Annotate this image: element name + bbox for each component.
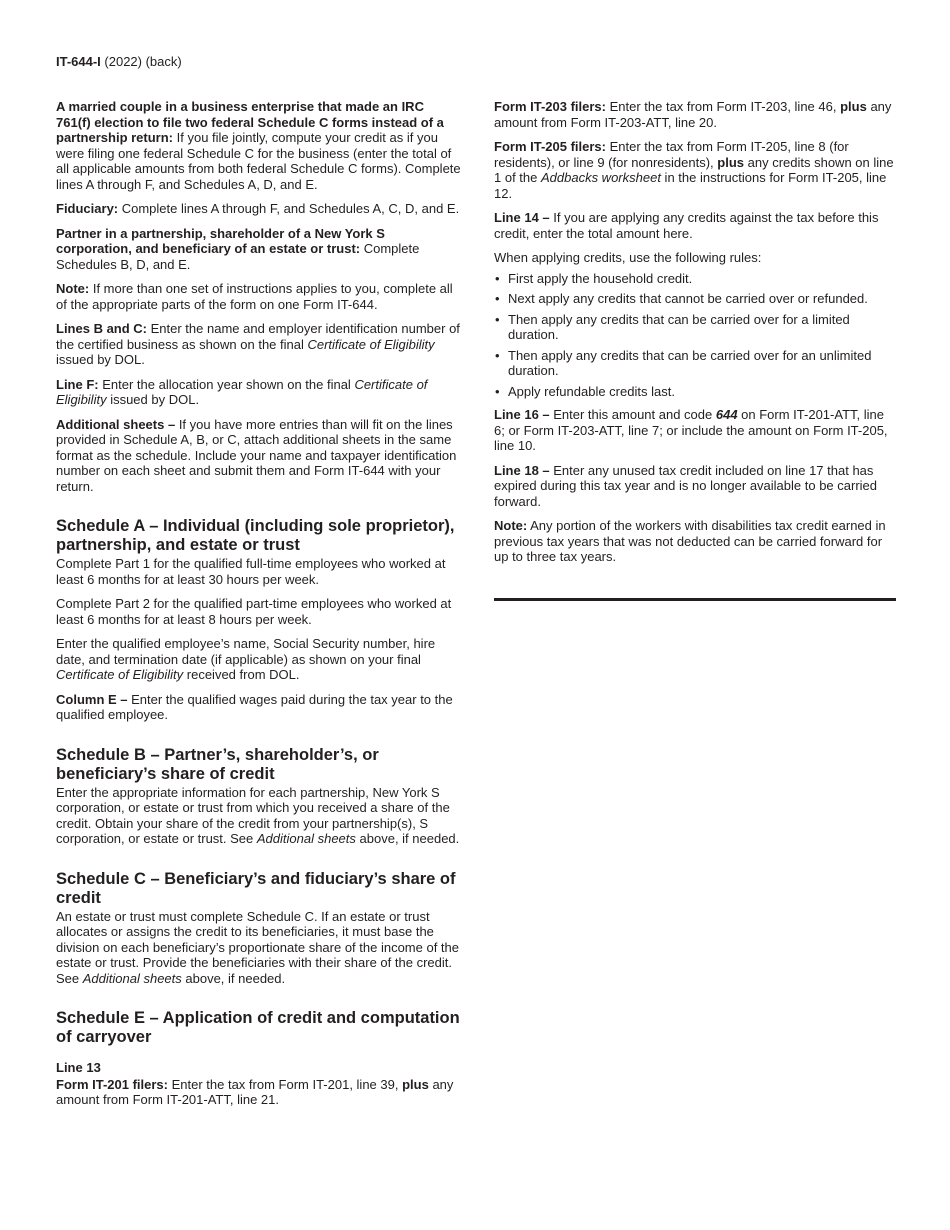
carryforward-note-paragraph [494, 518, 896, 565]
list-item: • Apply refundable credits last. [494, 384, 896, 400]
paragraph-text: Enter the allocation year shown on the final [98, 376, 355, 392]
paragraph-text: An estate or trust must complete Schedule C. If an estate or trust allocates or assigns the credit to its beneficiaries, it must base the division on each beneficiary’s proportionate share of the income of the estate or trust. Provide the beneficiaries with their share of the credit. See [56, 908, 460, 986]
paragraph-text: If you are applying any credits against the tax before this credit, enter the total amount here. [494, 210, 879, 241]
bold-term: plus [402, 1076, 429, 1092]
fiduciary-paragraph [56, 201, 461, 217]
run-in-heading: A married couple in a business enterprise that made an IRC 761(f) election to file two federal Schedule C forms instead of a partnership return: [56, 99, 444, 145]
end-of-instructions-rule [494, 598, 896, 601]
schedule-a-employee-text [56, 636, 461, 683]
italic-term: Additional sheets [256, 831, 356, 846]
note-paragraph [56, 281, 461, 312]
schedule-e-heading: Schedule E – Application of credit and computation of carryover [56, 1009, 460, 1046]
list-item: • Then apply any credits that can be carried over for an unlimited duration. [494, 348, 896, 379]
paragraph-text: If you have more entries than will fit on the lines provided in Schedule A, B, or C, attach additional sheets in the same format as the schedule. Include your name and taxpayer identification number on each sheet and submit them and Form IT-644 with your return. [56, 416, 457, 494]
italic-term: Certificate of Eligibility [307, 336, 435, 352]
run-in-heading: Line F: [56, 376, 99, 392]
paragraph-text: If more than one set of instructions applies to you, complete all of the appropriate parts of the form on one Form IT-644. [56, 281, 453, 312]
paragraph-text: Enter the tax from Form IT-201, line 39, [167, 1076, 403, 1092]
paragraph-text: issued by DOL. [56, 352, 145, 367]
paragraph-text: If you file jointly, compute your credit as if you were filing one federal Schedule C for the business (enter the total of all applicable amounts from both federal Schedule C forms). Complete lines A through F, and Schedules A, D, and E. [56, 130, 461, 192]
bold-term: plus [717, 154, 745, 170]
paragraph-text: above, if needed. [181, 970, 286, 986]
list-item: • First apply the household credit. [494, 271, 896, 287]
paragraph-text: Enter the name and employer identification number of the certified business as shown on the final [56, 321, 460, 352]
line-13-label: Line 13 [56, 1060, 101, 1075]
run-in-heading: Fiduciary: [56, 201, 119, 216]
run-in-heading: Note: [494, 518, 528, 533]
page-header [56, 54, 182, 69]
it203-filers-paragraph [494, 99, 896, 130]
run-in-heading: Additional sheets – [56, 416, 176, 432]
paragraph-text: received from DOL. [183, 667, 300, 682]
it201-filers-paragraph [56, 1077, 461, 1108]
line-18-paragraph [494, 463, 896, 510]
run-in-heading: Partner in a partnership, shareholder of a New York S corporation, and beneficiary of an estate or trust: [56, 225, 385, 256]
schedule-c-text [56, 909, 461, 987]
italic-term: Certificate of Eligibility [56, 667, 184, 682]
italic-term: Certificate of Eligibility [56, 376, 428, 407]
paragraph-text: Complete lines A through F, and Schedules A, C, D, and E. [118, 201, 460, 216]
column-e-paragraph [56, 692, 461, 723]
paragraph-text: Enter the appropriate information for each partnership, New York S corporation, or estate or trust from which you received a share of the credit. Obtain your share of the credit from your partnership(s), S corporation, or estate or trust. See [56, 784, 450, 846]
paragraph-text: Complete Schedules B, D, and E. [56, 241, 420, 272]
form-id: IT-644-I [56, 54, 101, 69]
paragraph-text: any amount from Form IT-201-ATT, line 21. [56, 1076, 454, 1107]
left-column [56, 99, 461, 1117]
right-column [494, 99, 896, 601]
schedule-a-part1-text: Complete Part 1 for the qualified full-time employees who worked at least 6 months for at least 30 hours per week. [56, 556, 446, 587]
paragraph-text: Any portion of the workers with disabilities tax credit earned in previous tax years that was not deducted can be carried forward for up to three tax years. [494, 518, 886, 564]
run-in-heading: Line 16 – [494, 407, 550, 422]
paragraph-text: Enter this amount and code [549, 407, 716, 422]
paragraph-text: Enter the tax from Form IT-205, line 8 (for residents), or line 9 (for nonresidents), [494, 139, 849, 170]
paragraph-text: on Form IT-201-ATT, line 6; or Form IT-203-ATT, line 7; or include the amount on Form IT-205, line 10. [494, 407, 888, 453]
run-in-heading: Form IT-205 filers: [494, 139, 606, 154]
run-in-heading: Line 18 – [494, 462, 550, 478]
italic-term: Additional sheets [82, 970, 182, 986]
partner-paragraph [56, 226, 461, 273]
additional-sheets-paragraph [56, 417, 461, 495]
schedule-a-heading: Schedule A – Individual (including sole proprietor), partnership, and estate or trust [56, 517, 455, 554]
paragraph-text: Enter the tax from Form IT-203, line 46, [605, 99, 841, 114]
it205-filers-paragraph [494, 139, 896, 201]
schedule-b-text [56, 785, 461, 847]
paragraph-text: any amount from Form IT-203-ATT, line 20. [494, 99, 892, 130]
lines-b-c-paragraph [56, 321, 461, 368]
paragraph-text: in the instructions for Form IT-205, line 12. [494, 170, 887, 201]
list-item: • Next apply any credits that cannot be carried over or refunded. [494, 291, 896, 307]
paragraph-text: Enter the qualified employee’s name, Social Security number, hire date, and termination date (if applicable) as shown on your final [56, 636, 436, 667]
form-year-label: (2022) (back) [100, 54, 182, 69]
credit-code: 644 [715, 407, 738, 422]
married-couple-paragraph [56, 99, 461, 192]
run-in-heading: Line 14 – [494, 210, 550, 225]
paragraph-text: above, if needed. [355, 831, 460, 846]
paragraph-text: any credits shown on line 1 of the [494, 154, 894, 185]
rules-intro: When applying credits, use the following rules: [494, 250, 762, 265]
line-14-paragraph [494, 210, 896, 241]
line-f-paragraph [56, 377, 461, 408]
line-16-paragraph [494, 407, 896, 454]
run-in-heading: Note: [56, 281, 90, 296]
list-item: • Then apply any credits that can be carried over for a limited duration. [494, 312, 896, 343]
credit-rules-list [494, 271, 896, 400]
run-in-heading: Column E – [56, 691, 128, 707]
schedule-b-heading: Schedule B – Partner’s, shareholder’s, or beneficiary’s share of credit [56, 745, 379, 783]
bold-term: plus [840, 99, 867, 114]
italic-term: Addbacks worksheet [540, 170, 661, 185]
schedule-c-heading: Schedule C – Beneficiary’s and fiduciary’s share of credit [56, 869, 456, 907]
schedule-a-part2-text: Complete Part 2 for the qualified part-time employees who worked at least 6 months for at least 8 hours per week. [56, 596, 452, 627]
run-in-heading: Lines B and C: [56, 321, 148, 336]
paragraph-text: issued by DOL. [106, 392, 200, 407]
paragraph-text: Enter any unused tax credit included on line 17 that has expired during this tax year and is no longer available to be carried forward. [494, 462, 878, 509]
run-in-heading: Form IT-203 filers: [494, 99, 606, 114]
paragraph-text: Enter the qualified wages paid during the tax year to the qualified employee. [56, 691, 453, 722]
run-in-heading: Form IT-201 filers: [56, 1076, 168, 1092]
